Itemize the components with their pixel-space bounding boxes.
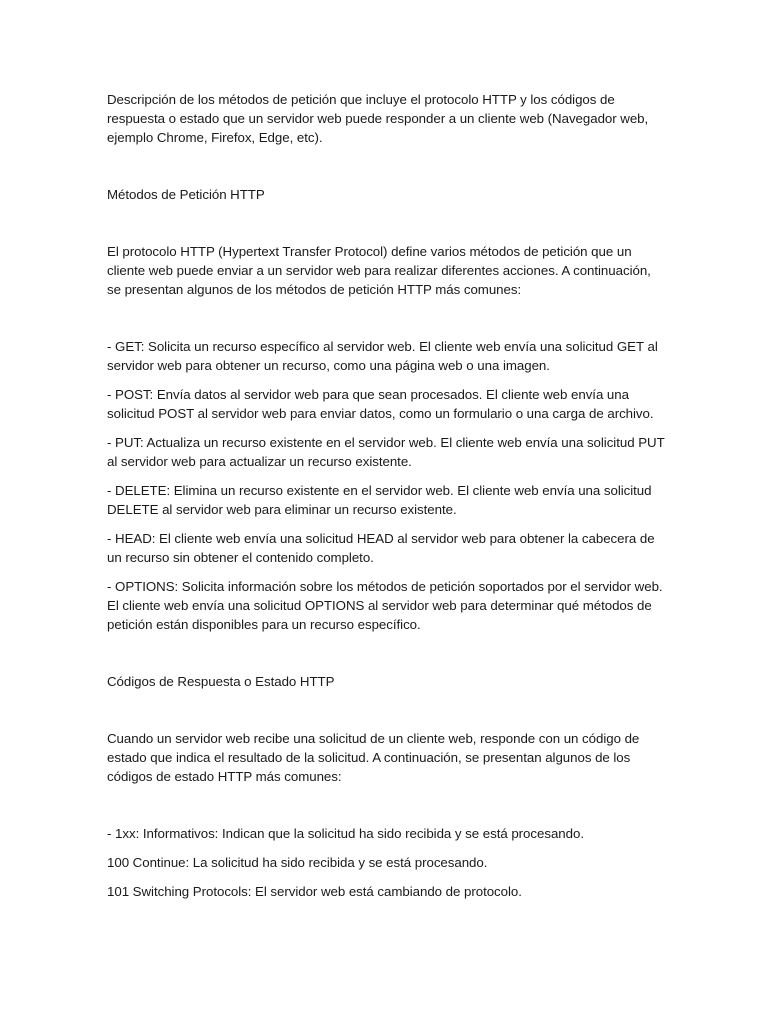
code-1xx-item: - 1xx: Informativos: Indican que la solicitud ha sido recibida y se está procesando. [107, 826, 584, 841]
codes-heading: Códigos de Respuesta o Estado HTTP [107, 674, 335, 689]
code-100-item: 100 Continue: La solicitud ha sido recibida y se está procesando. [107, 855, 488, 870]
intro-paragraph: Descripción de los métodos de petición que incluye el protocolo HTTP y los códigos de respuesta o estado que un servidor web puede responder a un cliente web (Navegador web, ejemplo Chrome, Firefox, Edge, etc). [107, 92, 649, 145]
methods-heading: Métodos de Petición HTTP [107, 187, 265, 202]
method-head-item: - HEAD: El cliente web envía una solicitud HEAD al servidor web para obtener la cabecera de un recurso sin obtener el contenido completo. [107, 531, 655, 565]
method-delete-item: - DELETE: Elimina un recurso existente en el servidor web. El cliente web envía una solicitud DELETE al servidor web para eliminar un recurso existente. [107, 483, 652, 517]
codes-intro-paragraph: Cuando un servidor web recibe una solicitud de un cliente web, responde con un código de estado que indica el resultado de la solicitud. A continuación, se presentan algunos de los códigos de estado HTTP más comunes: [107, 731, 640, 784]
method-post-item: - POST: Envía datos al servidor web para que sean procesados. El cliente web envía una solicitud POST al servidor web para enviar datos, como un formulario o una carga de archivo. [107, 387, 654, 421]
method-put-item: - PUT: Actualiza un recurso existente en el servidor web. El cliente web envía una solicitud PUT al servidor web para actualizar un recurso existente. [107, 435, 665, 469]
method-get-item: - GET: Solicita un recurso específico al servidor web. El cliente web envía una solicitud GET al servidor web para obtener un recurso, como una página web o una imagen. [107, 339, 658, 373]
code-101-item: 101 Switching Protocols: El servidor web está cambiando de protocolo. [107, 884, 522, 899]
method-options-item: - OPTIONS: Solicita información sobre los métodos de petición soportados por el servidor web. El cliente web envía una solicitud OPTIONS al servidor web para determinar qué métodos de petición están disponibles para un recurso específico. [107, 579, 663, 632]
methods-intro-paragraph: El protocolo HTTP (Hypertext Transfer Protocol) define varios métodos de petición que un cliente web puede enviar a un servidor web para realizar diferentes acciones. A continuación, se presentan algunos de los métodos de petición HTTP más comunes: [107, 244, 651, 297]
